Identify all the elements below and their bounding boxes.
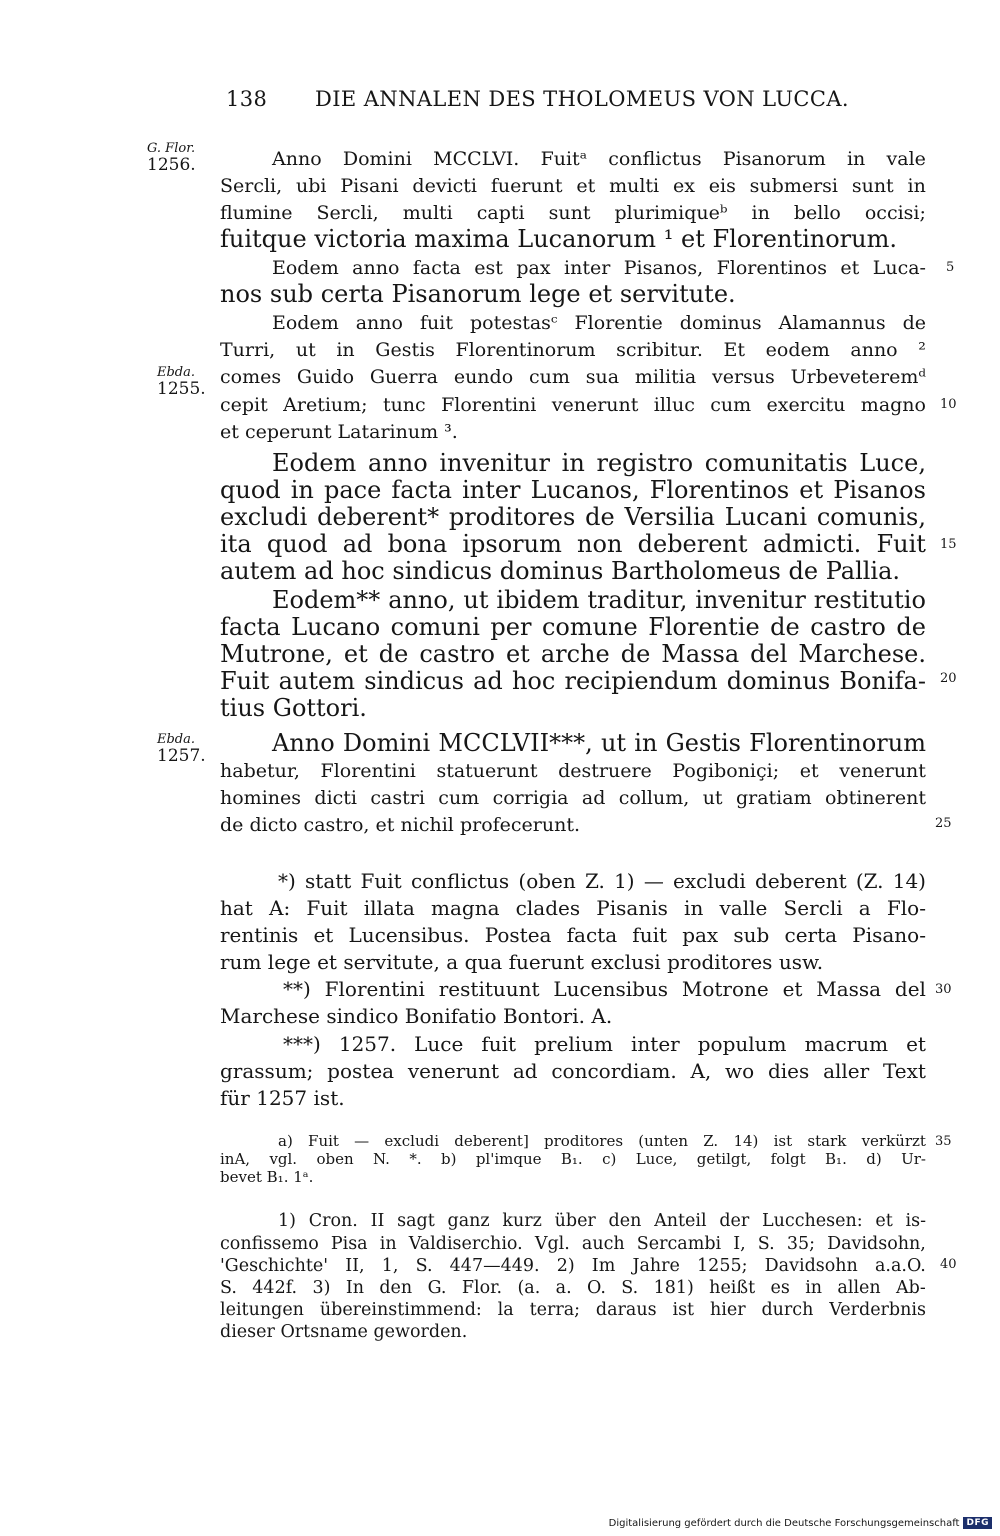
text-line: Mutrone, et de castro et arche de Massa del Marchese. — [220, 639, 926, 668]
text-line: de dicto castro, et nichil profecerunt. — [220, 813, 581, 836]
text-line: Turri, ut in Gestis Florentinorum scribitur. Et eodem anno ² — [220, 338, 926, 361]
text-line: Eodem anno facta est pax inter Pisanos, Florentinos et Luca- — [272, 256, 926, 279]
text-line: autem ad hoc sindicus dominus Bartholomeus de Pallia. — [220, 556, 901, 585]
note-line: **) Florentini restituunt Lucensibus Motrone et Massa del — [283, 977, 926, 1001]
note-line: ***) 1257. Luce fuit prelium inter populum macrum et — [283, 1032, 926, 1056]
line-number: 40 — [940, 1257, 957, 1272]
page-number: 138 — [226, 87, 268, 111]
running-title: DIE ANNALEN DES THOLOMEUS VON LUCCA. — [315, 87, 849, 111]
margin-note — [147, 140, 196, 174]
line-number: 25 — [935, 816, 952, 831]
line-number: 30 — [935, 982, 952, 997]
margin-note-source: G. Flor. — [147, 141, 196, 156]
apparatus-line: inA, vgl. oben N. *. b) pl'imque B₁. c) Luce, getilgt, folgt B₁. d) Ur- — [220, 1150, 926, 1168]
text-line: excludi deberent* proditores de Versilia Lucani comunis, — [220, 502, 926, 531]
text-line: facta Lucano comuni per comune Florentie de castro de — [220, 612, 926, 641]
note-line: hat A: Fuit illata magna clades Pisanis in valle Sercli a Flo- — [220, 896, 926, 920]
text-line: flumine Sercli, multi capti sunt plurimiqueᵇ in bello occisi; — [220, 201, 926, 224]
line-number: 10 — [940, 397, 957, 412]
note-line: grassum; postea venerunt ad concordiam. A, wo dies aller Text — [220, 1059, 926, 1083]
footnote-line: dieser Ortsname geworden. — [220, 1322, 468, 1342]
footnote-line: leitungen übereinstimmend: la terra; daraus ist hier durch Verderbnis — [220, 1300, 926, 1320]
margin-note-year: 1256. — [147, 155, 196, 175]
footnote-line: 1) Cron. II sagt ganz kurz über den Anteil der Lucchesen: et is- — [278, 1211, 926, 1231]
margin-note-year: 1257. — [157, 746, 206, 766]
footnote-line: S. 442f. 3) In den G. Flor. (a. a. O. S. 181) heißt es in allen Ab- — [220, 1278, 926, 1298]
line-number: 20 — [940, 671, 957, 686]
margin-note-source: Ebda. — [157, 732, 196, 747]
text-line: homines dicti castri cum corrigia ad collum, ut gratiam obtinerent — [220, 786, 926, 809]
margin-note-source: Ebda. — [157, 365, 196, 380]
footnote-line: 'Geschichte' II, 1, S. 447—449. 2) Im Jahre 1255; Davidsohn a.a.O. — [220, 1256, 926, 1276]
note-line: für 1257 ist. — [220, 1086, 345, 1110]
text-line: comes Guido Guerra eundo cum sua militia versus Urbeveteremᵈ — [220, 365, 926, 388]
text-line: Eodem anno fuit potestasᶜ Florentie dominus Alamannus de — [272, 311, 926, 334]
text-line: fuitque victoria maxima Lucanorum ¹ et Florentinorum. — [220, 224, 897, 253]
margin-note — [157, 731, 206, 765]
text-line: Eodem anno invenitur in registro comunitatis Luce, — [272, 448, 926, 477]
dfg-logo: DFG — [963, 1517, 992, 1529]
text-line: quod in pace facta inter Lucanos, Florentinos et Pisanos — [220, 475, 926, 504]
credit-text: Digitalisierung gefördert durch die Deutsche Forschungsgemeinschaft — [608, 1517, 960, 1529]
text-line: nos sub certa Pisanorum lege et servitute. — [220, 279, 736, 308]
line-number: 15 — [940, 537, 957, 552]
text-line: Anno Domini MCCLVII***, ut in Gestis Florentinorum — [272, 728, 926, 757]
text-line: et ceperunt Latarinum ³. — [220, 420, 458, 443]
note-line: rum lege et servitute, a qua fuerunt exclusi proditores usw. — [220, 950, 824, 974]
note-line: rentinis et Lucensibus. Postea facta fuit pax sub certa Pisano- — [220, 923, 926, 947]
digitization-credit — [609, 1517, 992, 1529]
note-line: *) statt Fuit conflictus (oben Z. 1) — excludi deberent (Z. 14) — [278, 869, 926, 893]
text-line: ita quod ad bona ipsorum non deberent admicti. Fuit — [220, 529, 926, 558]
line-number: 5 — [946, 260, 955, 275]
apparatus-line: bevet B₁. 1ᵃ. — [220, 1168, 314, 1186]
margin-note-year: 1255. — [157, 379, 206, 399]
line-number: 35 — [935, 1134, 952, 1149]
text-line: tius Gottori. — [220, 693, 367, 722]
text-line: cepit Aretium; tunc Florentini venerunt illuc cum exercitu magno — [220, 393, 926, 416]
text-line: habetur, Florentini statuerunt destruere Pogiboniçi; et venerunt — [220, 759, 926, 782]
text-line: Anno Domini MCCLVI. Fuitᵃ conflictus Pisanorum in vale — [272, 147, 926, 170]
text-line: Sercli, ubi Pisani devicti fuerunt et multi ex eis submersi sunt in — [220, 174, 926, 197]
note-line: Marchese sindico Bonifatio Bontori. A. — [220, 1004, 613, 1028]
margin-note — [157, 364, 206, 398]
text-line: Eodem** anno, ut ibidem traditur, invenitur restitutio — [272, 585, 926, 614]
apparatus-line: a) Fuit — excludi deberent] proditores (unten Z. 14) ist stark verkürzt — [278, 1132, 926, 1150]
text-line: Fuit autem sindicus ad hoc recipiendum dominus Bonifa- — [220, 666, 926, 695]
footnote-line: confissemo Pisa in Valdiserchio. Vgl. auch Sercambi I, S. 35; Davidsohn, — [220, 1234, 926, 1254]
